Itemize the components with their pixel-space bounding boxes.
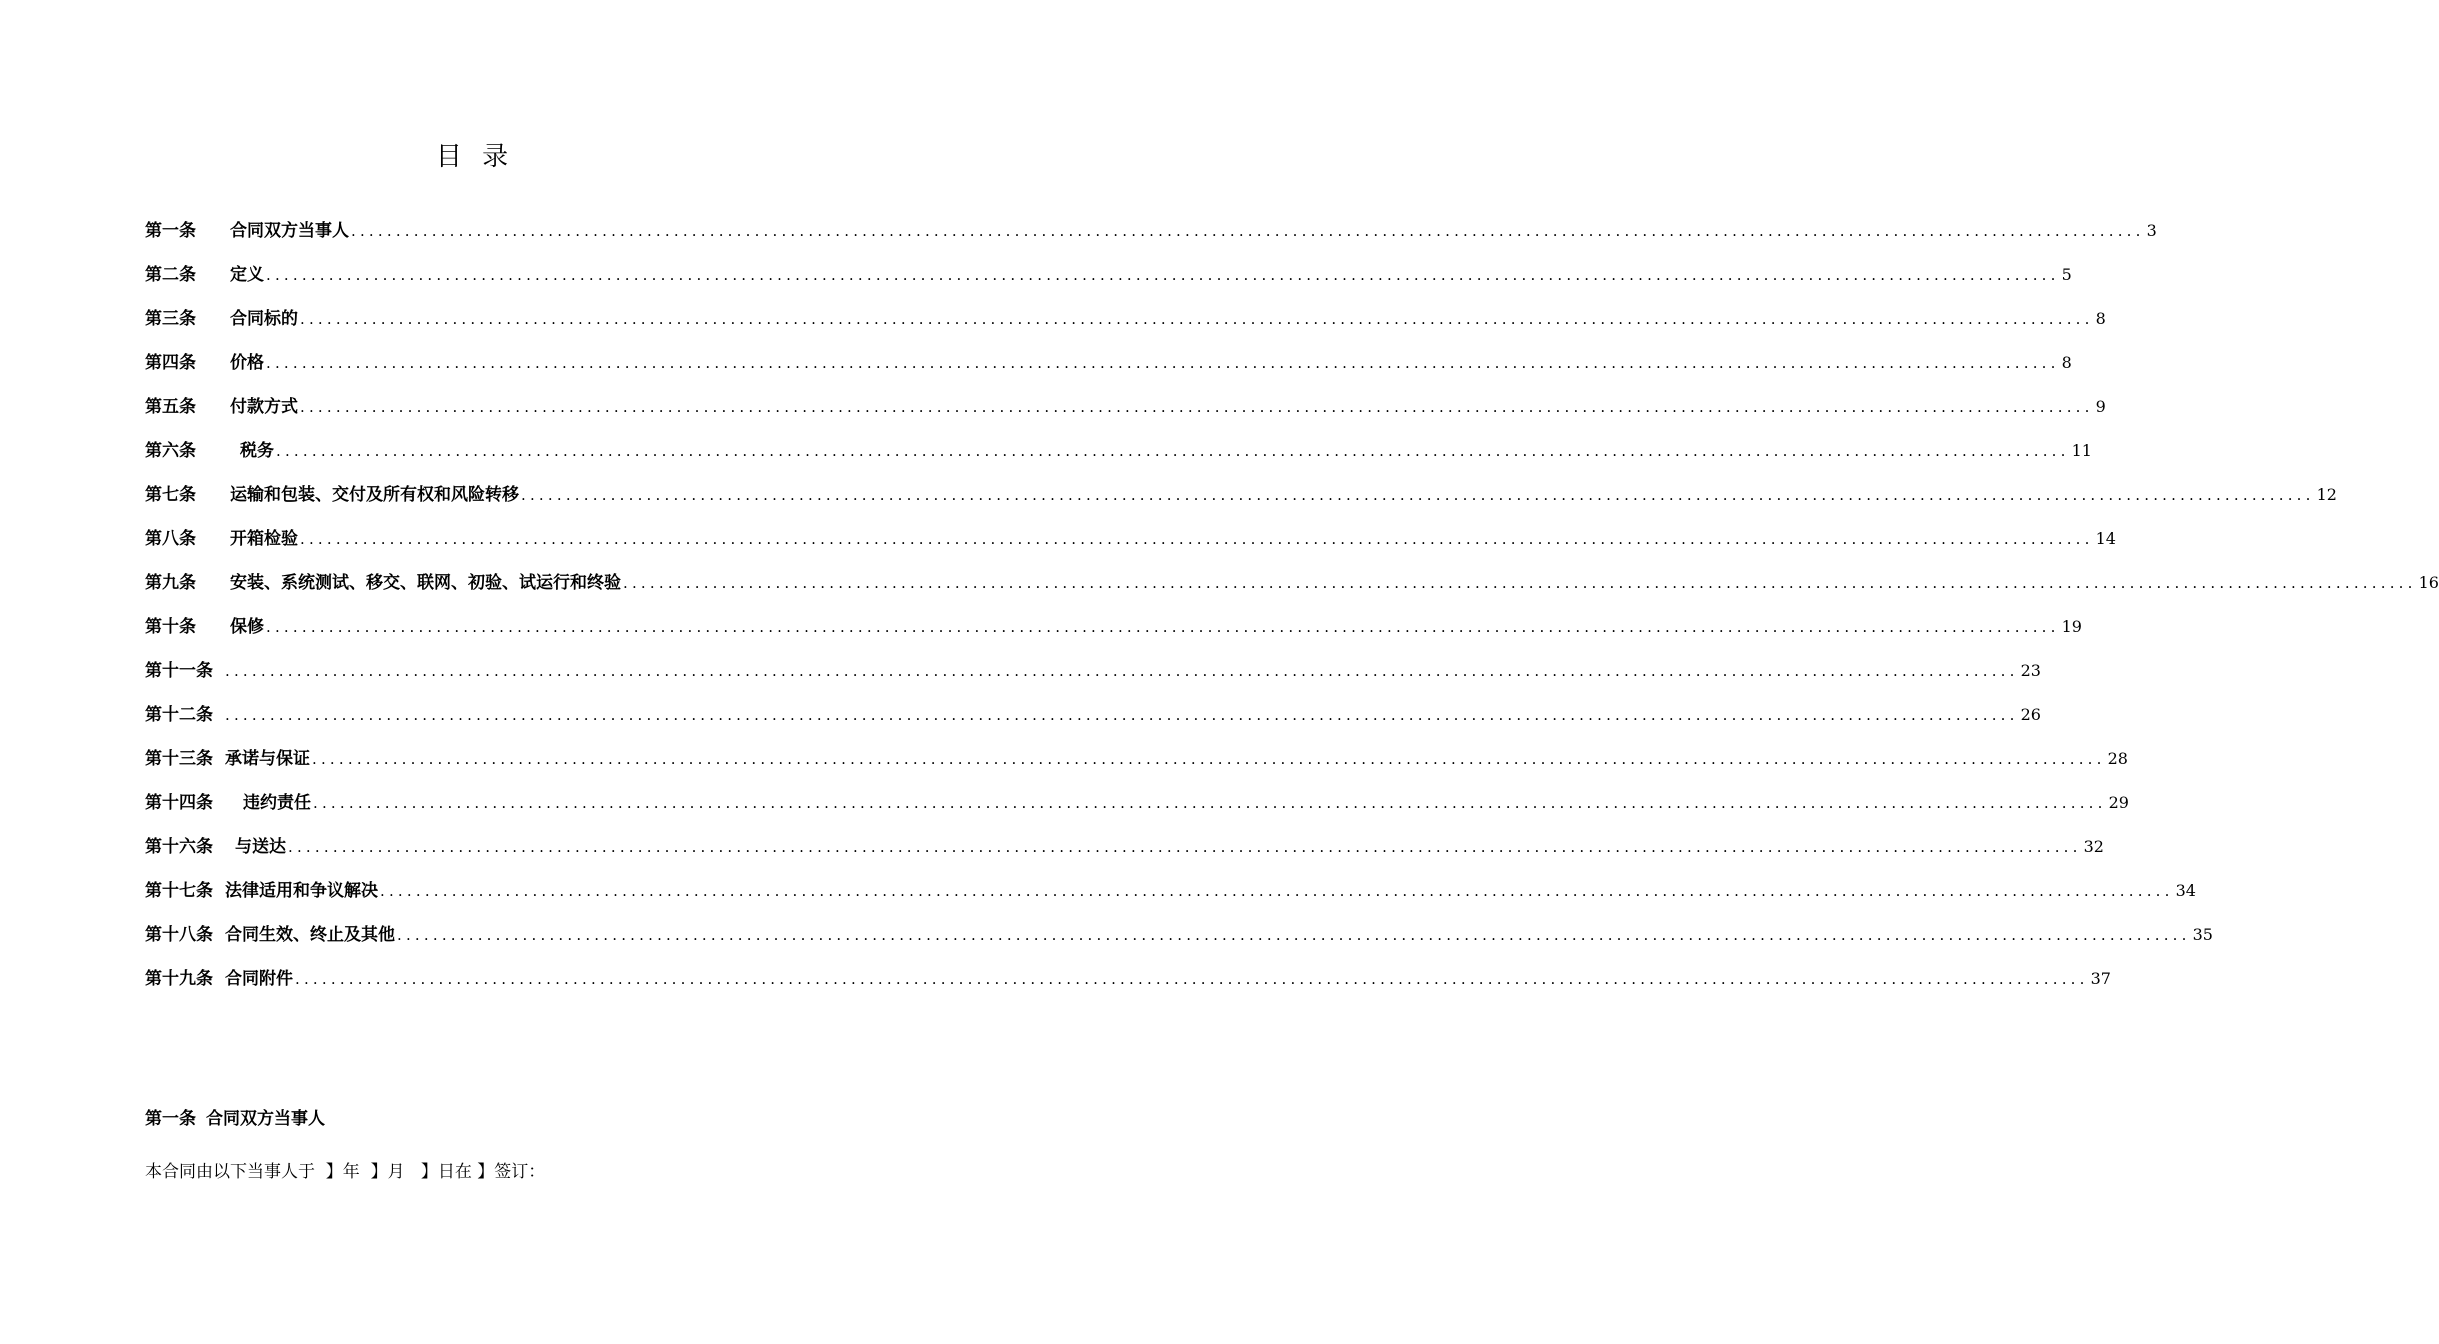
toc-dot-leader: ........................................................................................................................................................................................................ [266,266,2060,284]
toc-page-number: 34 [2175,881,2196,900]
toc-dot-leader: ........................................................................................................................................................................................................ [623,574,2417,592]
toc-entry[interactable] [145,788,2129,832]
toc-entry[interactable] [145,744,2128,788]
body-paragraph: 本合同由以下当事人于 】年 】月 】日在 】签订： [145,1162,546,1182]
toc-entry[interactable] [145,216,2157,260]
toc-entry-title: 违约责任 [243,793,311,813]
toc-page-number: 3 [2146,221,2157,240]
toc-entry[interactable] [145,348,2072,392]
toc-entry-title: 合同双方当事人 [230,221,349,241]
toc-page-number: 26 [2020,705,2041,724]
toc-page-number: 11 [2071,441,2092,460]
section-number: 第一条 [145,1109,196,1129]
toc-dot-leader: ........................................................................................................................................................................................................ [380,882,2174,900]
toc-entry-number: 第五条 [145,397,196,417]
toc-page-number: 8 [2095,309,2106,328]
toc-dot-leader: ........................................................................................................................................................................................................ [397,926,2191,944]
toc-entry-title: 合同标的 [230,309,298,329]
toc-page-number: 19 [2061,617,2082,636]
toc-entry-number: 第十六条 [145,837,213,857]
toc-entry-number: 第十七条 [145,881,213,901]
toc-entry-number: 第六条 [145,441,196,461]
toc-page-number: 23 [2020,661,2041,680]
toc-dot-leader: ........................................................................................................................................................................................................ [288,838,2082,856]
toc-dot-leader: ........................................................................................................................................................................................................ [225,706,2019,724]
toc-entry-title: 税务 [240,441,274,461]
toc-entry[interactable] [145,260,2072,304]
toc-entry-number: 第三条 [145,309,196,329]
toc-page-number: 16 [2418,573,2439,592]
toc-page-number: 5 [2061,265,2072,284]
toc-dot-leader: ........................................................................................................................................................................................................ [351,222,2145,240]
toc-dot-leader: ........................................................................................................................................................................................................ [276,442,2070,460]
toc-dot-leader: ........................................................................................................................................................................................................ [300,398,2094,416]
toc-page-number: 35 [2192,925,2213,944]
toc-page-number: 28 [2107,749,2128,768]
toc-page-number: 32 [2083,837,2104,856]
toc-dot-leader: ........................................................................................................................................................................................................ [266,354,2060,372]
toc-entry-number: 第十条 [145,617,196,637]
toc-page-number: 29 [2108,793,2129,812]
toc-entry-title: 承诺与保证 [225,749,310,769]
toc-entry[interactable] [145,436,2092,480]
toc-dot-leader: ........................................................................................................................................................................................................ [225,662,2019,680]
toc-page-number: 12 [2316,485,2337,504]
page-title: 目 录 [435,142,515,172]
toc-dot-leader: ........................................................................................................................................................................................................ [521,486,2315,504]
toc-dot-leader: ........................................................................................................................................................................................................ [312,750,2106,768]
toc-entry-title: 定义 [230,265,264,285]
toc-dot-leader: ........................................................................................................................................................................................................ [300,310,2094,328]
toc-entry[interactable] [145,920,2213,964]
toc-page-number: 37 [2090,969,2111,988]
toc-entry-title: 运输和包装、交付及所有权和风险转移 [230,485,519,505]
toc-entry-number: 第十二条 [145,705,213,725]
toc-entry-title: 保修 [230,617,264,637]
toc-dot-leader: ........................................................................................................................................................................................................ [300,530,2094,548]
toc-entry-number: 第二条 [145,265,196,285]
toc-entry-number: 第一条 [145,221,196,241]
toc-entry-number: 第十八条 [145,925,213,945]
toc-entry[interactable] [145,656,2041,700]
toc-entry[interactable] [145,524,2116,568]
toc-entry[interactable] [145,876,2196,920]
toc-dot-leader: ........................................................................................................................................................................................................ [266,618,2060,636]
toc-entry[interactable] [145,964,2111,1008]
toc-entry[interactable] [145,568,2439,612]
toc-entry-title: 合同生效、终止及其他 [225,925,395,945]
section-title: 合同双方当事人 [206,1109,325,1129]
toc-entry-number: 第十三条 [145,749,213,769]
toc-entry-number: 第八条 [145,529,196,549]
toc-entry-number: 第七条 [145,485,196,505]
toc-dot-leader: ........................................................................................................................................................................................................ [295,970,2089,988]
toc-entry-title: 与送达 [235,837,286,857]
toc-entry-number: 第四条 [145,353,196,373]
toc-entry-title: 法律适用和争议解决 [225,881,378,901]
toc-entry-title: 付款方式 [230,397,298,417]
toc-entry-title: 合同附件 [225,969,293,989]
toc-entry[interactable] [145,304,2106,348]
toc-entry[interactable] [145,832,2104,876]
toc-entry-title: 安装、系统测试、移交、联网、初验、试运行和终验 [230,573,621,593]
toc-entry-number: 第九条 [145,573,196,593]
toc-page-number: 9 [2095,397,2106,416]
toc-entry-title: 价格 [230,353,264,373]
toc-entry-title: 开箱检验 [230,529,298,549]
toc-page-number: 14 [2095,529,2116,548]
toc-entry[interactable] [145,700,2041,744]
toc-entry-number: 第十四条 [145,793,213,813]
toc-entry-number: 第十一条 [145,661,213,681]
toc-entry-number: 第十九条 [145,969,213,989]
table-of-contents [145,216,2439,1008]
toc-entry[interactable] [145,480,2337,524]
toc-dot-leader: ........................................................................................................................................................................................................ [313,794,2107,812]
toc-entry[interactable] [145,392,2106,436]
toc-page-number: 8 [2061,353,2072,372]
section-heading [145,1104,335,1129]
toc-entry[interactable] [145,612,2082,656]
